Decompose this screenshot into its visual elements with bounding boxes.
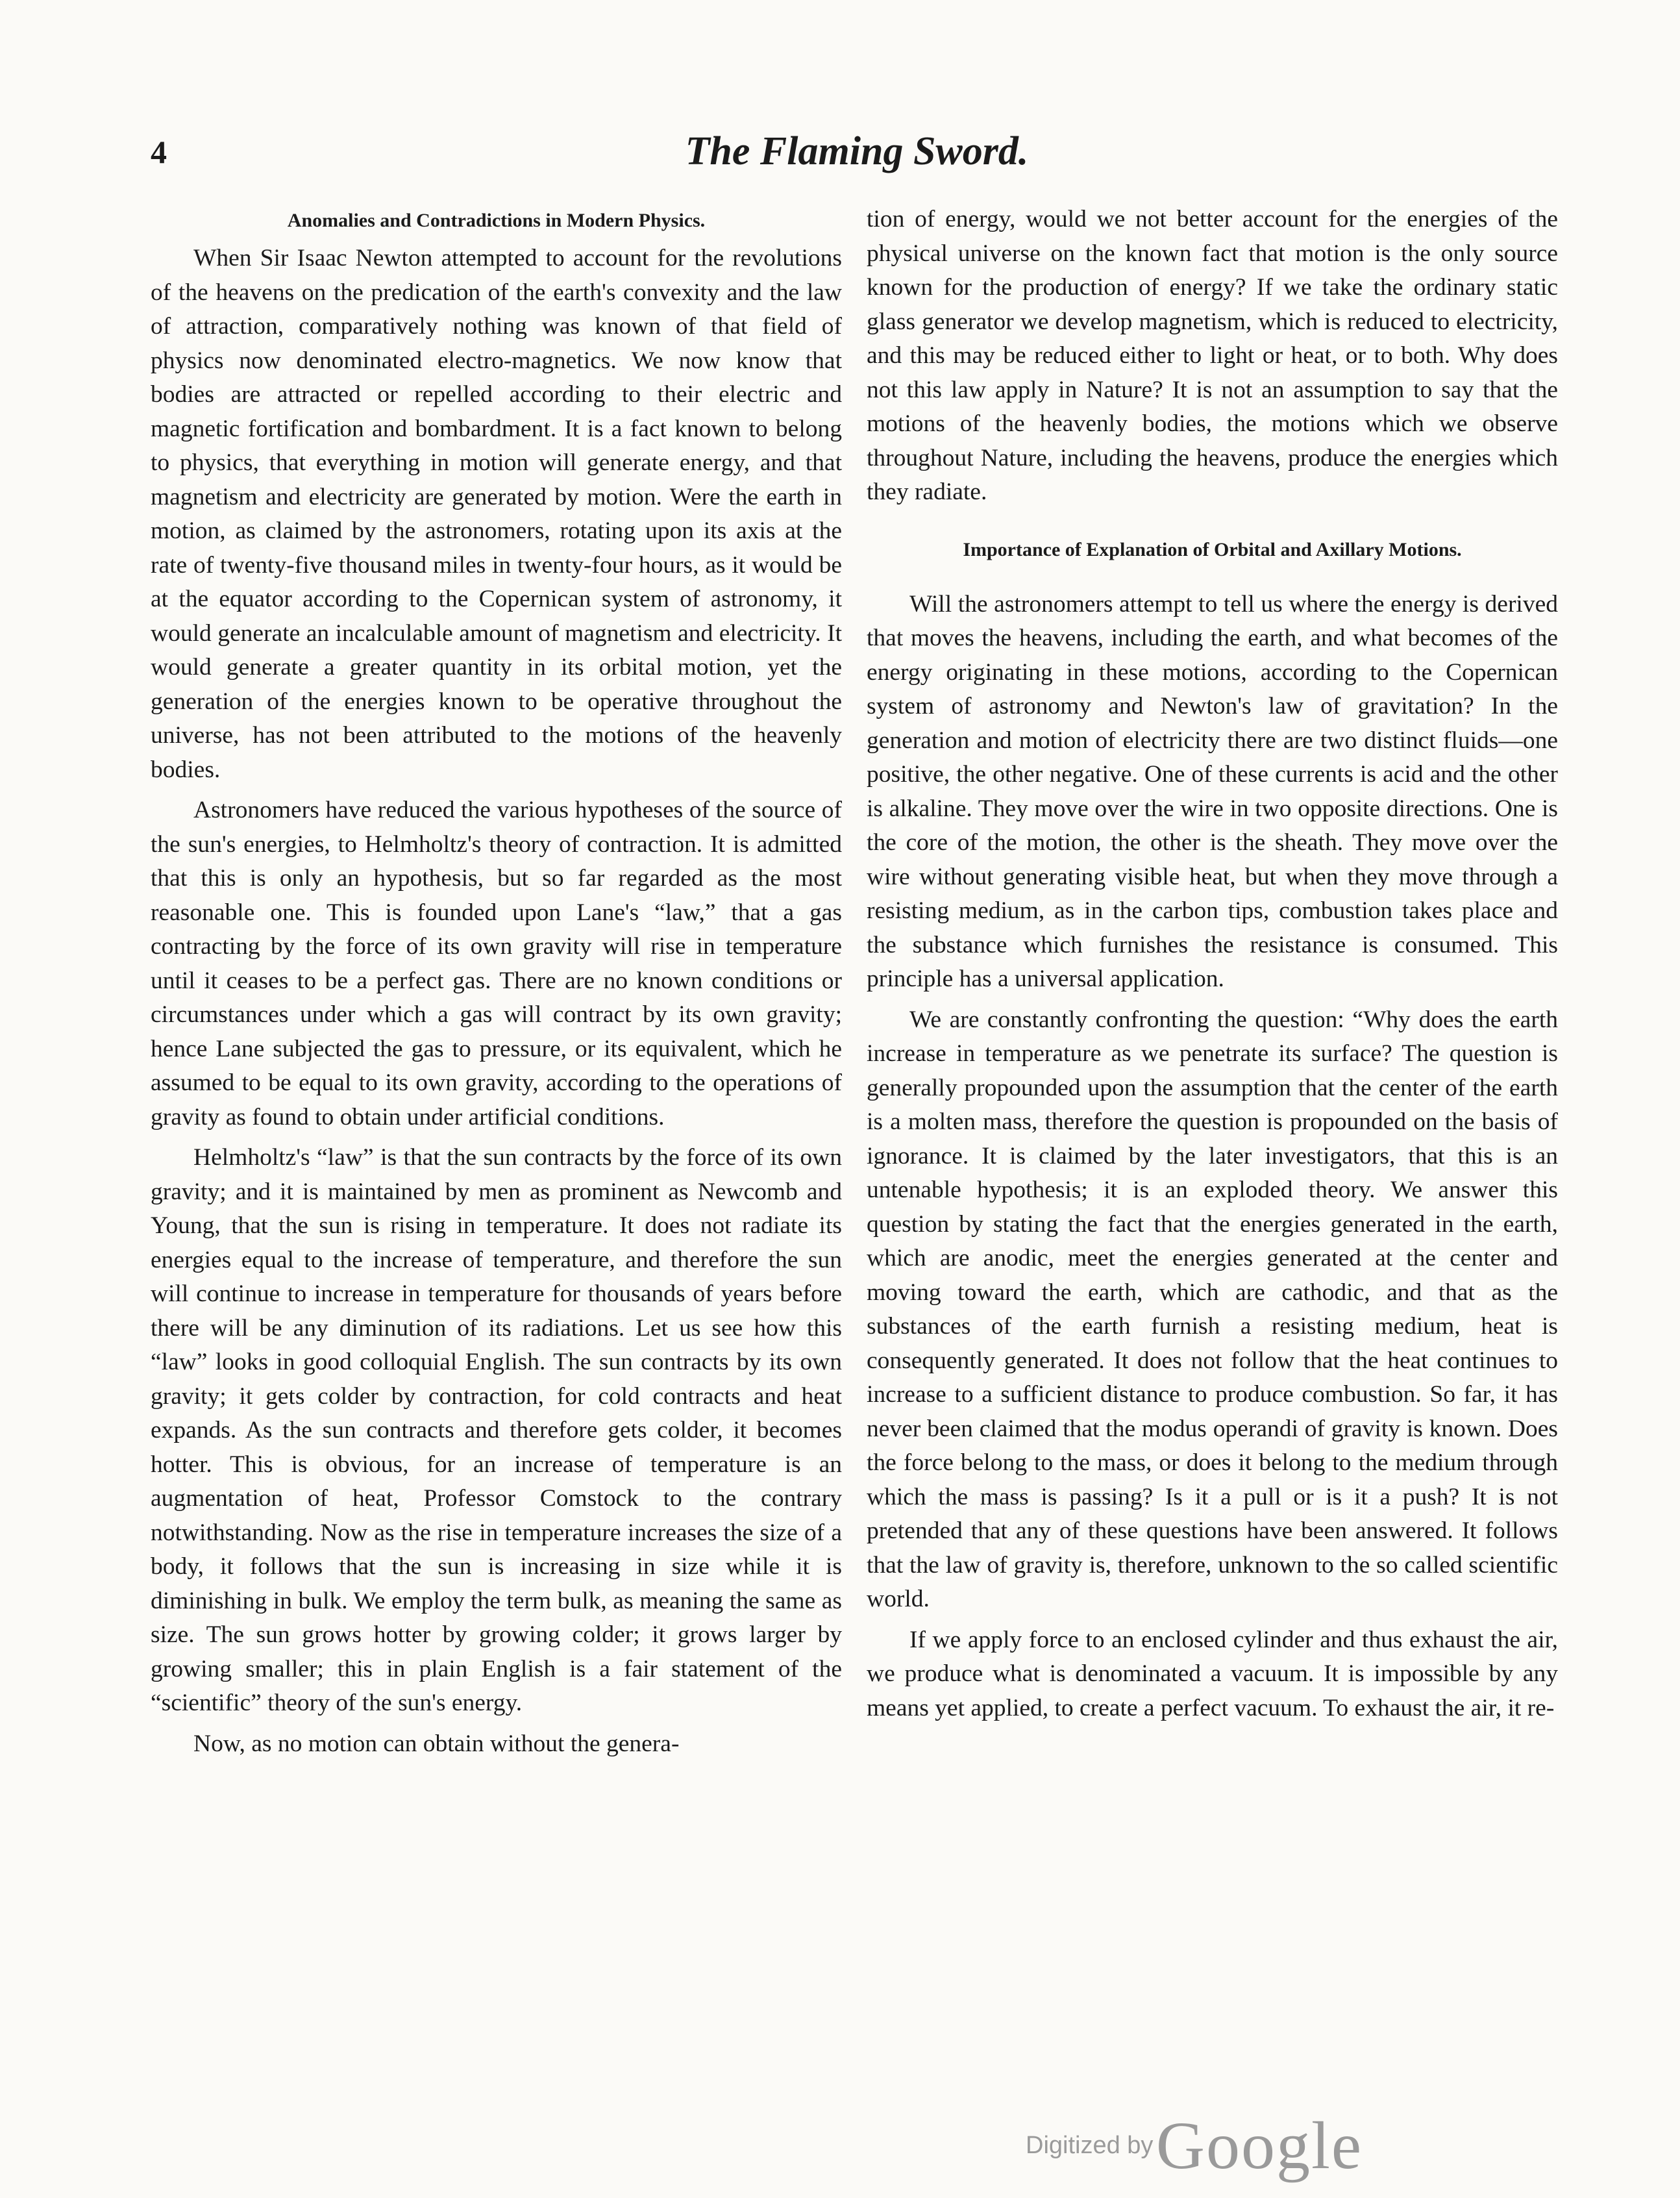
paragraph: Helmholtz's “law” is that the sun contracts by the force of its own gravity; and it is maintained by men as prominent as Newcomb and Young, that the sun is rising in temperature. It does not radiate its energies equal to the increase of temperature, and therefore the sun will continue to increase in temperature for thousands of years before there will be any diminution of its radiations. Let us see how this “law” looks in good colloquial English. The sun contracts by its own gravity; it gets colder by contraction, for cold contracts and heat expands. As the sun contracts and therefore gets colder, it becomes hotter. This is obvious, for an increase of temperature is an augmentation of heat, Professor Comstock to the contrary notwithstanding. Now as the rise in temperature increases the size of a body, it follows that the sun is increasing in size while it is diminishing in bulk. We employ the term bulk, as meaning the same as size. The sun grows hotter by growing colder; it grows larger by growing smaller; this in plain English is a fair statement of the “scientific” theory of the sun's energy. (151, 1144, 842, 1716)
digitized-watermark (1026, 2107, 1363, 2184)
paragraph-continued: tion of energy, would we not better account for the energies of the physical universe on the known fact that motion is the only source known for the production of energy? If we take the ordinary static glass generator we develop magnetism, which is reduced to electricity, and this may be reduced either to light or heat, or to both. Why does not this law apply in Nature? It is not an assumption to say that the motions of the heavenly bodies, the motions which we observe throughout Nature, including the heavens, produce the energies which they radiate. (867, 206, 1558, 505)
paragraph: We are constantly confronting the question: “Why does the earth increase in temperature as we penetrate its surface? The question is generally propounded upon the assumption that the center of the earth is a molten mass, therefore the question is propounded on the basis of ignorance. It is claimed by the later investigators, that this is an untenable hypothesis; it is an exploded theory. We answer this question by stating the fact that the energies generated in the earth, which are anodic, meet the energies generated at the center and moving toward the earth, which are cathodic, and that as the substances of the earth furnish a resisting medium, heat is consequently generated. It does not follow that the heat continues to increase to a sufficient distance to produce combustion. So far, it has never been claimed that the modus operandi of gravity is known. Does the force belong to the mass, or does it belong to the medium through which the mass is passing? Is it a pull or is it a push? It is not pretended that any of these questions have been answered. It follows that the law of gravity is, therefore, unknown to the so called scientific world. (867, 1006, 1558, 1612)
digitized-by-text: Digitized by (1026, 2132, 1154, 2159)
page-number: 4 (151, 134, 167, 170)
paragraph: Will the astronomers attempt to tell us where the energy is derived that moves the heavens, including the earth, and what becomes of the energy originating in these motions, according to the Copernican system of astronomy and Newton's law of gravitation? In the generation and motion of electricity there are two distinct fluids—one positive, the other negative. One of these currents is acid and the other is alkaline. They move over the wire in two opposite directions. One is the core of the motion, the other is the sheath. They move over the wire without generating visible heat, but when they move through a resisting medium, as in the carbon tips, combustion takes place and the substance which furnishes the resistance is consumed. This principle has a universal application. (867, 590, 1558, 992)
paragraph: Now, as no motion can obtain without the genera- (193, 1730, 680, 1757)
paragraph: When Sir Isaac Newton attempted to account for the revolutions of the heavens on the predication of the earth's convexity and the law of attraction, comparatively nothing was known of that field of physics now denominated electro-magnetics. We now know that bodies are attracted or repelled according to their electric and magnetic fortification and bombardment. It is a fact known to belong to physics, that everything in motion will generate energy, and that magnetism and electricity are generated by motion. Were the earth in motion, as claimed by the astronomers, rotating upon its axis at the rate of twenty-five thousand miles in twenty-four hours, as it would be at the equator according to the Copernican system of astronomy, it would generate an incalculable amount of magnetism and electricity. It would generate a greater quantity in its orbital motion, yet the generation of the energies known to be operative throughout the universe, has not been attributed to the motions of the heavenly bodies. (151, 245, 842, 783)
section-heading-anomalies: Anomalies and Contradictions in Modern Physics. (287, 210, 706, 231)
paragraph: Astronomers have reduced the various hypotheses of the source of the sun's energies, to Helmholtz's theory of contraction. It is admitted that this is only an hypothesis, but so far regarded as the most reasonable one. This is founded upon Lane's “law,” that a gas contracting by the force of its own gravity will rise in temperature until it ceases to be a perfect gas. There are no known conditions or circumstances under which a gas will contract by its own gravity; hence Lane subjected the gas to pressure, or its equivalent, which he assumed to be equal to its own gravity, according to the operations of gravity as found to obtain under artificial conditions. (151, 797, 842, 1130)
google-logo: Google (1155, 2108, 1363, 2183)
left-column (151, 203, 842, 1962)
paragraph: If we apply force to an enclosed cylinder and thus exhaust the air, we produce what is denominated a vacuum. It is impossible by any means yet applied, to create a perfect vacuum. To exhaust the air, it re- (867, 1626, 1558, 1721)
right-column (867, 203, 1558, 1962)
section-heading-orbital-motions: Importance of Explanation of Orbital and Axillary Motions. (963, 538, 1462, 560)
running-title: The Flaming Sword. (685, 129, 1029, 173)
